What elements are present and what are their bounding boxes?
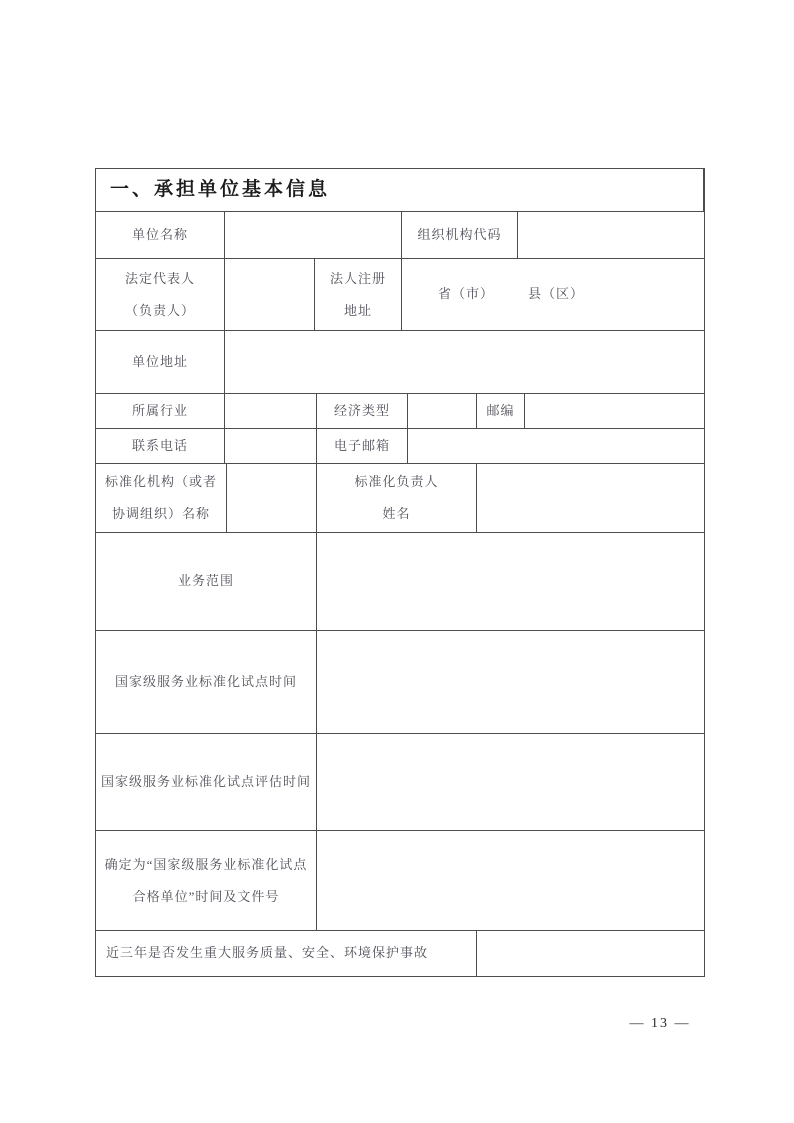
email-value-cell [408, 429, 704, 463]
accidents-value-cell [477, 931, 704, 976]
row-qualified [96, 831, 704, 931]
section-title-row [96, 169, 704, 212]
section-title: 一、承担单位基本信息 [96, 169, 704, 211]
row-pilot-eval-time [96, 734, 704, 831]
std-leader-value-cell [477, 464, 704, 532]
row-pilot-time [96, 631, 704, 734]
qualified-label-line1: 确定为“国家级服务业标准化试点 [104, 856, 308, 872]
page-number: — 13 — [629, 1016, 691, 1031]
reg-address-label-line1: 法人注册 [329, 270, 386, 286]
phone-value-cell [225, 429, 317, 463]
std-org-label-line2: 协调组织）名称 [111, 506, 210, 521]
row-unit-address [96, 331, 704, 394]
std-org-value-cell [227, 464, 317, 532]
postcode-value-cell [525, 394, 704, 428]
reg-address-label-line2: 地址 [343, 302, 372, 318]
std-org-label-line1: 标准化机构（或者 [104, 474, 217, 490]
pilot-time-label: 国家级服务业标准化试点时间 [96, 631, 317, 733]
row-industry [96, 394, 704, 429]
std-leader-label [317, 464, 477, 532]
row-legal-rep [96, 259, 704, 331]
qualified-value-cell [317, 831, 704, 930]
basic-info-table [95, 168, 705, 977]
legal-rep-label-line1: 法定代表人 [124, 270, 195, 286]
accidents-label: 近三年是否发生重大服务质量、安全、环境保护事故 [96, 931, 477, 976]
email-label: 电子邮箱 [317, 429, 408, 463]
row-accidents [96, 931, 704, 976]
org-code-value-cell [518, 212, 704, 258]
legal-rep-label-line2: （负责人） [124, 302, 195, 318]
postcode-label: 邮编 [477, 394, 525, 428]
industry-label: 所属行业 [96, 394, 225, 428]
economic-type-value-cell [408, 394, 477, 428]
unit-address-value-cell [225, 331, 704, 393]
row-business-scope [96, 533, 704, 631]
std-leader-label-line1: 标准化负责人 [354, 474, 439, 490]
reg-address-value-cell [402, 259, 704, 330]
pilot-eval-time-value-cell [317, 734, 704, 830]
pilot-eval-time-label: 国家级服务业标准化试点评估时间 [96, 734, 317, 830]
unit-address-label: 单位地址 [96, 331, 225, 393]
qualified-label-line2: 合格单位”时间及文件号 [132, 888, 280, 904]
row-unit-name [96, 212, 704, 259]
province-hint: 省（市） [437, 286, 494, 302]
std-org-label [96, 464, 227, 532]
reg-address-label [315, 259, 402, 330]
phone-label: 联系电话 [96, 429, 225, 463]
unit-name-value-cell [225, 212, 402, 258]
industry-value-cell [225, 394, 317, 428]
county-hint: 县（区） [528, 286, 585, 302]
legal-rep-value-cell [225, 259, 315, 330]
economic-type-label: 经济类型 [317, 394, 408, 428]
qualified-label [96, 831, 317, 930]
pilot-time-value-cell [317, 631, 704, 733]
std-leader-label-line2: 姓名 [382, 506, 411, 521]
row-std-org [96, 464, 704, 533]
row-contact [96, 429, 704, 464]
legal-rep-label [96, 259, 225, 330]
business-scope-value-cell [317, 533, 704, 630]
org-code-label: 组织机构代码 [402, 212, 518, 258]
business-scope-label: 业务范围 [96, 533, 317, 630]
unit-name-label: 单位名称 [96, 212, 225, 258]
